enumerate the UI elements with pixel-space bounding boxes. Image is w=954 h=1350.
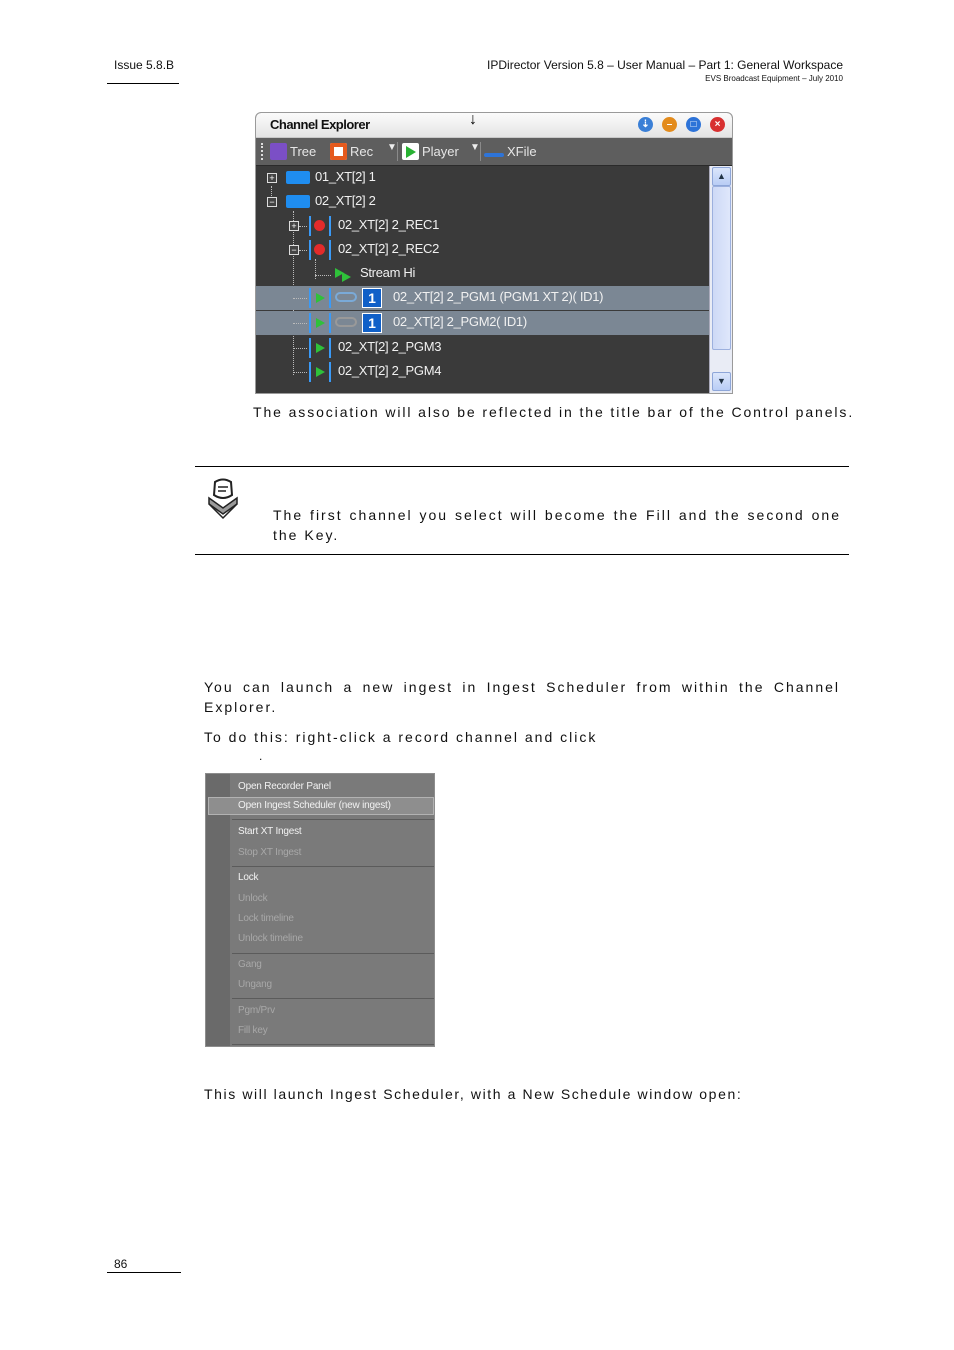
note-rule-bottom	[195, 554, 849, 555]
tree-item-server-1[interactable]	[256, 166, 709, 190]
record-icon	[330, 143, 347, 160]
tree-item-pgm3[interactable]	[256, 336, 709, 360]
xfile-icon	[484, 153, 504, 157]
tree-connector	[299, 250, 307, 251]
tree-connector	[315, 275, 331, 276]
tree-icon	[270, 143, 287, 160]
tree-button-label: Tree	[290, 144, 317, 159]
vertical-scrollbar[interactable]	[709, 166, 733, 393]
rec-dropdown-icon[interactable]: ▼	[387, 142, 397, 153]
server-icon	[286, 195, 310, 208]
channel-explorer-window	[255, 112, 733, 394]
menu-item-pgm-prv[interactable]: Pgm/Prv	[238, 1005, 275, 1016]
menu-separator	[232, 866, 434, 867]
channel-explorer-title: Channel Explorer	[270, 117, 370, 132]
menu-item-open-recorder-panel[interactable]: Open Recorder Panel	[238, 781, 331, 792]
player-button-label: Player	[422, 144, 459, 159]
header-rule	[107, 83, 179, 84]
channel-explorer-toolbar	[256, 138, 732, 166]
collapse-icon[interactable]: −	[289, 245, 299, 255]
menu-separator	[232, 1044, 434, 1045]
minimize-button[interactable]: –	[662, 117, 677, 132]
toolbar-separator	[480, 142, 481, 161]
player-channel-icon	[309, 288, 331, 308]
player-channel-icon	[309, 313, 331, 333]
context-menu	[205, 773, 435, 1047]
tree-item-label: 01_XT[2] 1	[315, 169, 376, 184]
tree-item-server-2[interactable]	[256, 190, 709, 214]
link-icon	[335, 292, 357, 302]
menu-item-fill-key[interactable]: Fill key	[238, 1025, 268, 1036]
close-button[interactable]: ×	[710, 117, 725, 132]
tree-item-label: 02_XT[2] 2_REC1	[338, 217, 440, 232]
menu-separator	[232, 819, 434, 820]
channel-explorer-titlebar	[256, 113, 732, 138]
instruction-period: .	[259, 749, 265, 763]
id-badge: 1	[362, 288, 382, 308]
association-paragraph: The association will also be reflected in the title bar of the Control panels.	[253, 404, 855, 420]
tree-item-label: 02_XT[2] 2_REC2	[338, 241, 440, 256]
player-channel-icon	[309, 338, 331, 358]
tree-connector	[293, 323, 307, 324]
tree-item-label: 02_XT[2] 2_PGM4	[338, 363, 442, 378]
menu-item-lock[interactable]: Lock	[238, 872, 259, 883]
tree-item-pgm4[interactable]	[256, 360, 709, 384]
menu-item-unlock-timeline[interactable]: Unlock timeline	[238, 933, 303, 944]
stream-icon	[342, 272, 351, 282]
tree-connector	[293, 348, 307, 349]
xfile-button[interactable]	[484, 142, 537, 161]
scroll-down-icon[interactable]: ▼	[712, 372, 731, 391]
note-text: The first channel you select will become the Fill and the second one the Key.	[273, 507, 841, 543]
menu-item-ungang[interactable]: Ungang	[238, 979, 272, 990]
expand-icon[interactable]: +	[267, 173, 277, 183]
xfile-button-label: XFile	[507, 144, 537, 159]
launch-paragraph: This will launch Ingest Scheduler, with a New Schedule window open:	[204, 1086, 743, 1102]
issue-label: Issue 5.8.B	[114, 58, 175, 72]
right-click-instruction: To do this: right-click a record channel and click	[204, 729, 598, 745]
server-icon	[286, 171, 310, 184]
down-arrow-icon: ↓	[469, 112, 477, 128]
footer-rule	[107, 1272, 181, 1273]
expand-icon[interactable]: +	[289, 221, 299, 231]
play-icon	[402, 143, 419, 160]
menu-separator	[232, 998, 434, 999]
id-badge: 1	[362, 313, 382, 333]
document-title: IPDirector Version 5.8 – User Manual – Part 1: General Workspace	[487, 58, 843, 72]
document-subtitle: EVS Broadcast Equipment – July 2010	[705, 74, 843, 83]
tree-item-label: 02_XT[2] 2_PGM2( ID1)	[393, 314, 527, 329]
tree-item-label: 02_XT[2] 2_PGM1 (PGM1 XT 2)( ID1)	[393, 289, 604, 304]
tree-connector	[293, 298, 307, 299]
scrollbar-thumb[interactable]	[712, 186, 731, 350]
tree-button[interactable]	[270, 142, 316, 161]
ingest-paragraph: You can launch a new ingest in Ingest Scheduler from within the Channel Explorer.	[204, 679, 840, 715]
tree-connector	[299, 226, 307, 227]
player-dropdown-icon[interactable]: ▼	[470, 142, 480, 153]
rec-button-label: Rec	[350, 144, 374, 159]
player-button[interactable]	[402, 142, 459, 161]
tree-item-pgm2[interactable]	[256, 311, 709, 335]
tree-item-pgm1[interactable]	[256, 286, 709, 310]
tree-item-label: 02_XT[2] 2	[315, 193, 376, 208]
toolbar-grip-icon[interactable]	[261, 143, 266, 160]
tree-item-rec2[interactable]	[256, 238, 709, 262]
link-icon	[335, 317, 357, 327]
tree-item-label: 02_XT[2] 2_PGM3	[338, 339, 442, 354]
collapse-icon[interactable]: −	[267, 197, 277, 207]
toolbar-separator	[397, 142, 398, 161]
help-icon[interactable]: ⇣	[638, 117, 653, 132]
tree-item-label: Stream Hi	[360, 265, 416, 280]
note-rule-top	[195, 466, 849, 467]
menu-item-unlock[interactable]: Unlock	[238, 893, 268, 904]
note-icon	[206, 478, 240, 520]
player-channel-icon	[309, 362, 331, 382]
menu-separator	[232, 953, 434, 954]
tree-item-rec1[interactable]	[256, 214, 709, 238]
menu-item-stop-xt-ingest[interactable]: Stop XT Ingest	[238, 847, 302, 858]
record-channel-icon	[309, 216, 331, 236]
channel-tree	[256, 166, 709, 393]
menu-item-start-xt-ingest[interactable]: Start XT Ingest	[238, 826, 302, 837]
maximize-button[interactable]: □	[686, 117, 701, 132]
tree-item-stream-hi[interactable]	[256, 262, 709, 286]
menu-item-gang[interactable]: Gang	[238, 959, 262, 970]
menu-item-lock-timeline[interactable]: Lock timeline	[238, 913, 294, 924]
record-channel-icon	[309, 240, 331, 260]
scroll-up-icon[interactable]: ▲	[712, 167, 731, 186]
rec-button[interactable]	[330, 142, 373, 161]
menu-item-open-ingest-scheduler[interactable]: Open Ingest Scheduler (new ingest)	[238, 800, 391, 811]
page-number: 86	[114, 1257, 128, 1271]
tree-connector	[293, 372, 307, 373]
